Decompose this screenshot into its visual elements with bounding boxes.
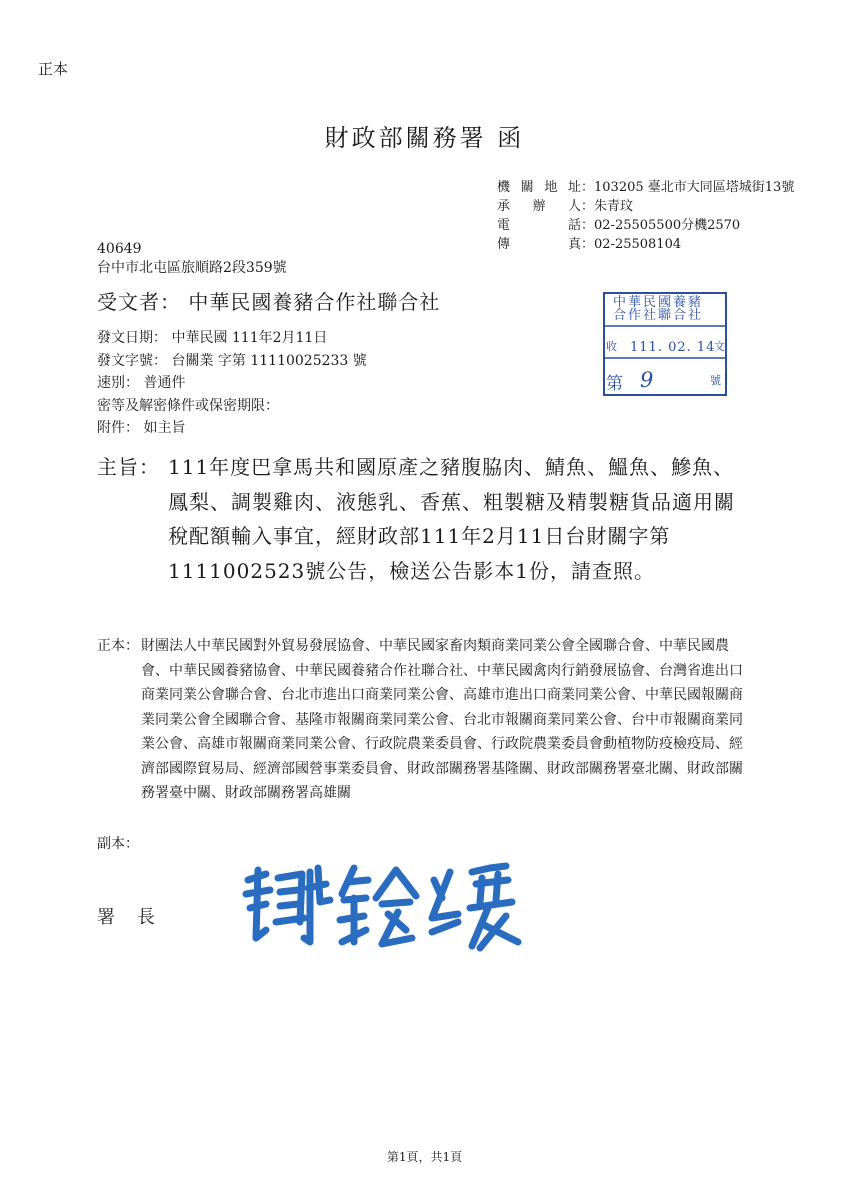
distribution-section bbox=[97, 634, 752, 806]
contact-label: 電話 bbox=[497, 218, 581, 233]
distribution-list: 財團法人中華民國對外貿易發展協會、中華民國家畜肉類商業同業公會全國聯合會、中華民國農會、中華民國養豬協會、中華民國養豬合作社聯合社、中華民國禽肉行銷發展協會、台灣省進出口商業同業公會聯合會、台北市進出口商業同業公會、高雄市進出口商業同業公會、中華民國報關商業同業公會全國聯合會、基隆市報關商業同業公會、台北市報關商業同業公會、台中市報關商業同業公會、高雄市報關商業同業公會、行政院農業委員會、行政院農業委員會動植物防疫檢疫局、經濟部國際貿易局、經濟部國營事業委員會、財政部關務署基隆關、財政部關務署臺北關、財政部關務署臺中關、財政部關務署高雄關 bbox=[141, 638, 743, 801]
contact-label: 承辦人 bbox=[497, 199, 581, 214]
contact-block bbox=[497, 178, 794, 254]
attachment-note: 附件： 如主旨 bbox=[97, 420, 186, 436]
recipient-line: 受文者： 中華民國養豬合作社聯合社 bbox=[97, 290, 441, 314]
page-indicator: 第1頁，共1頁 bbox=[386, 1150, 463, 1164]
receipt-stamp-number-label: 第 bbox=[606, 374, 623, 394]
subject-label: 主旨： bbox=[97, 455, 160, 479]
street-address: 台中市北屯區旅順路2段359號 bbox=[97, 260, 287, 276]
signature-image bbox=[236, 858, 526, 962]
dispatch-meta bbox=[97, 327, 367, 440]
receipt-stamp-date: 111. 02. 14 bbox=[630, 340, 716, 355]
distribution-label: 正本： bbox=[97, 638, 139, 654]
receipt-stamp-org-line1: 中華民國養豬 bbox=[613, 295, 704, 310]
document-title: 財政部關務署 函 bbox=[324, 124, 525, 152]
contact-value: 02-25508104 bbox=[594, 237, 682, 252]
copy-type-mark: 正本 bbox=[38, 60, 69, 78]
subject-text: 111年度巴拿馬共和國原產之豬腹脇肉、鯖魚、鰮魚、鰺魚、鳳梨、調製雞肉、液態乳、香蕉、粗製糖及精製糖貨品適用關稅配額輸入事宜，經財政部111年2月11日台財關字第1111002523號公告，檢送公告影本1份，請查照。 bbox=[168, 455, 735, 583]
contact-value: 103205 臺北市大同區塔城街13號 bbox=[594, 180, 795, 195]
signature-brush-strokes bbox=[236, 858, 526, 958]
dispatch-date: 發文日期： 中華民國 111年2月11日 bbox=[97, 330, 328, 346]
receipt-stamp-side-right: 文 bbox=[714, 340, 725, 353]
dispatch-number: 發文字號： 台關業 字第 11110025233 號 bbox=[97, 352, 367, 369]
contact-value: 02-25505500分機2570 bbox=[594, 218, 741, 233]
subject-section bbox=[97, 450, 747, 588]
contact-label: 機關地址 bbox=[497, 180, 581, 195]
signatory-title: 署長 bbox=[97, 907, 177, 928]
contact-value: 朱青玟 bbox=[594, 199, 634, 214]
receipt-stamp-side-left: 收 bbox=[606, 340, 617, 353]
postal-code: 40649 bbox=[97, 241, 142, 257]
delivery-speed: 速別： 普通件 bbox=[97, 375, 186, 391]
receipt-stamp-number: 9 bbox=[640, 368, 654, 392]
contact-address-row: 機關地址 ： 103205 臺北市大同區塔城街13號 bbox=[497, 180, 795, 195]
contact-handler-row: 承辦人 ： 朱青玟 bbox=[497, 199, 634, 214]
receipt-stamp-org-line2: 合作社聯合社 bbox=[613, 308, 704, 323]
receipt-stamp-number-suffix: 號 bbox=[710, 374, 721, 387]
recipient-address bbox=[97, 240, 287, 278]
contact-phone-row: 電話 ： 02-25505500分機2570 bbox=[497, 218, 741, 233]
contact-fax-row: 傳真 ： 02-25508104 bbox=[497, 237, 682, 252]
confidentiality-level: 密等及解密條件或保密期限： bbox=[97, 397, 279, 414]
cc-label: 副本： bbox=[97, 836, 139, 852]
contact-label: 傳真 bbox=[497, 237, 581, 252]
receipt-stamp-org bbox=[613, 296, 703, 322]
